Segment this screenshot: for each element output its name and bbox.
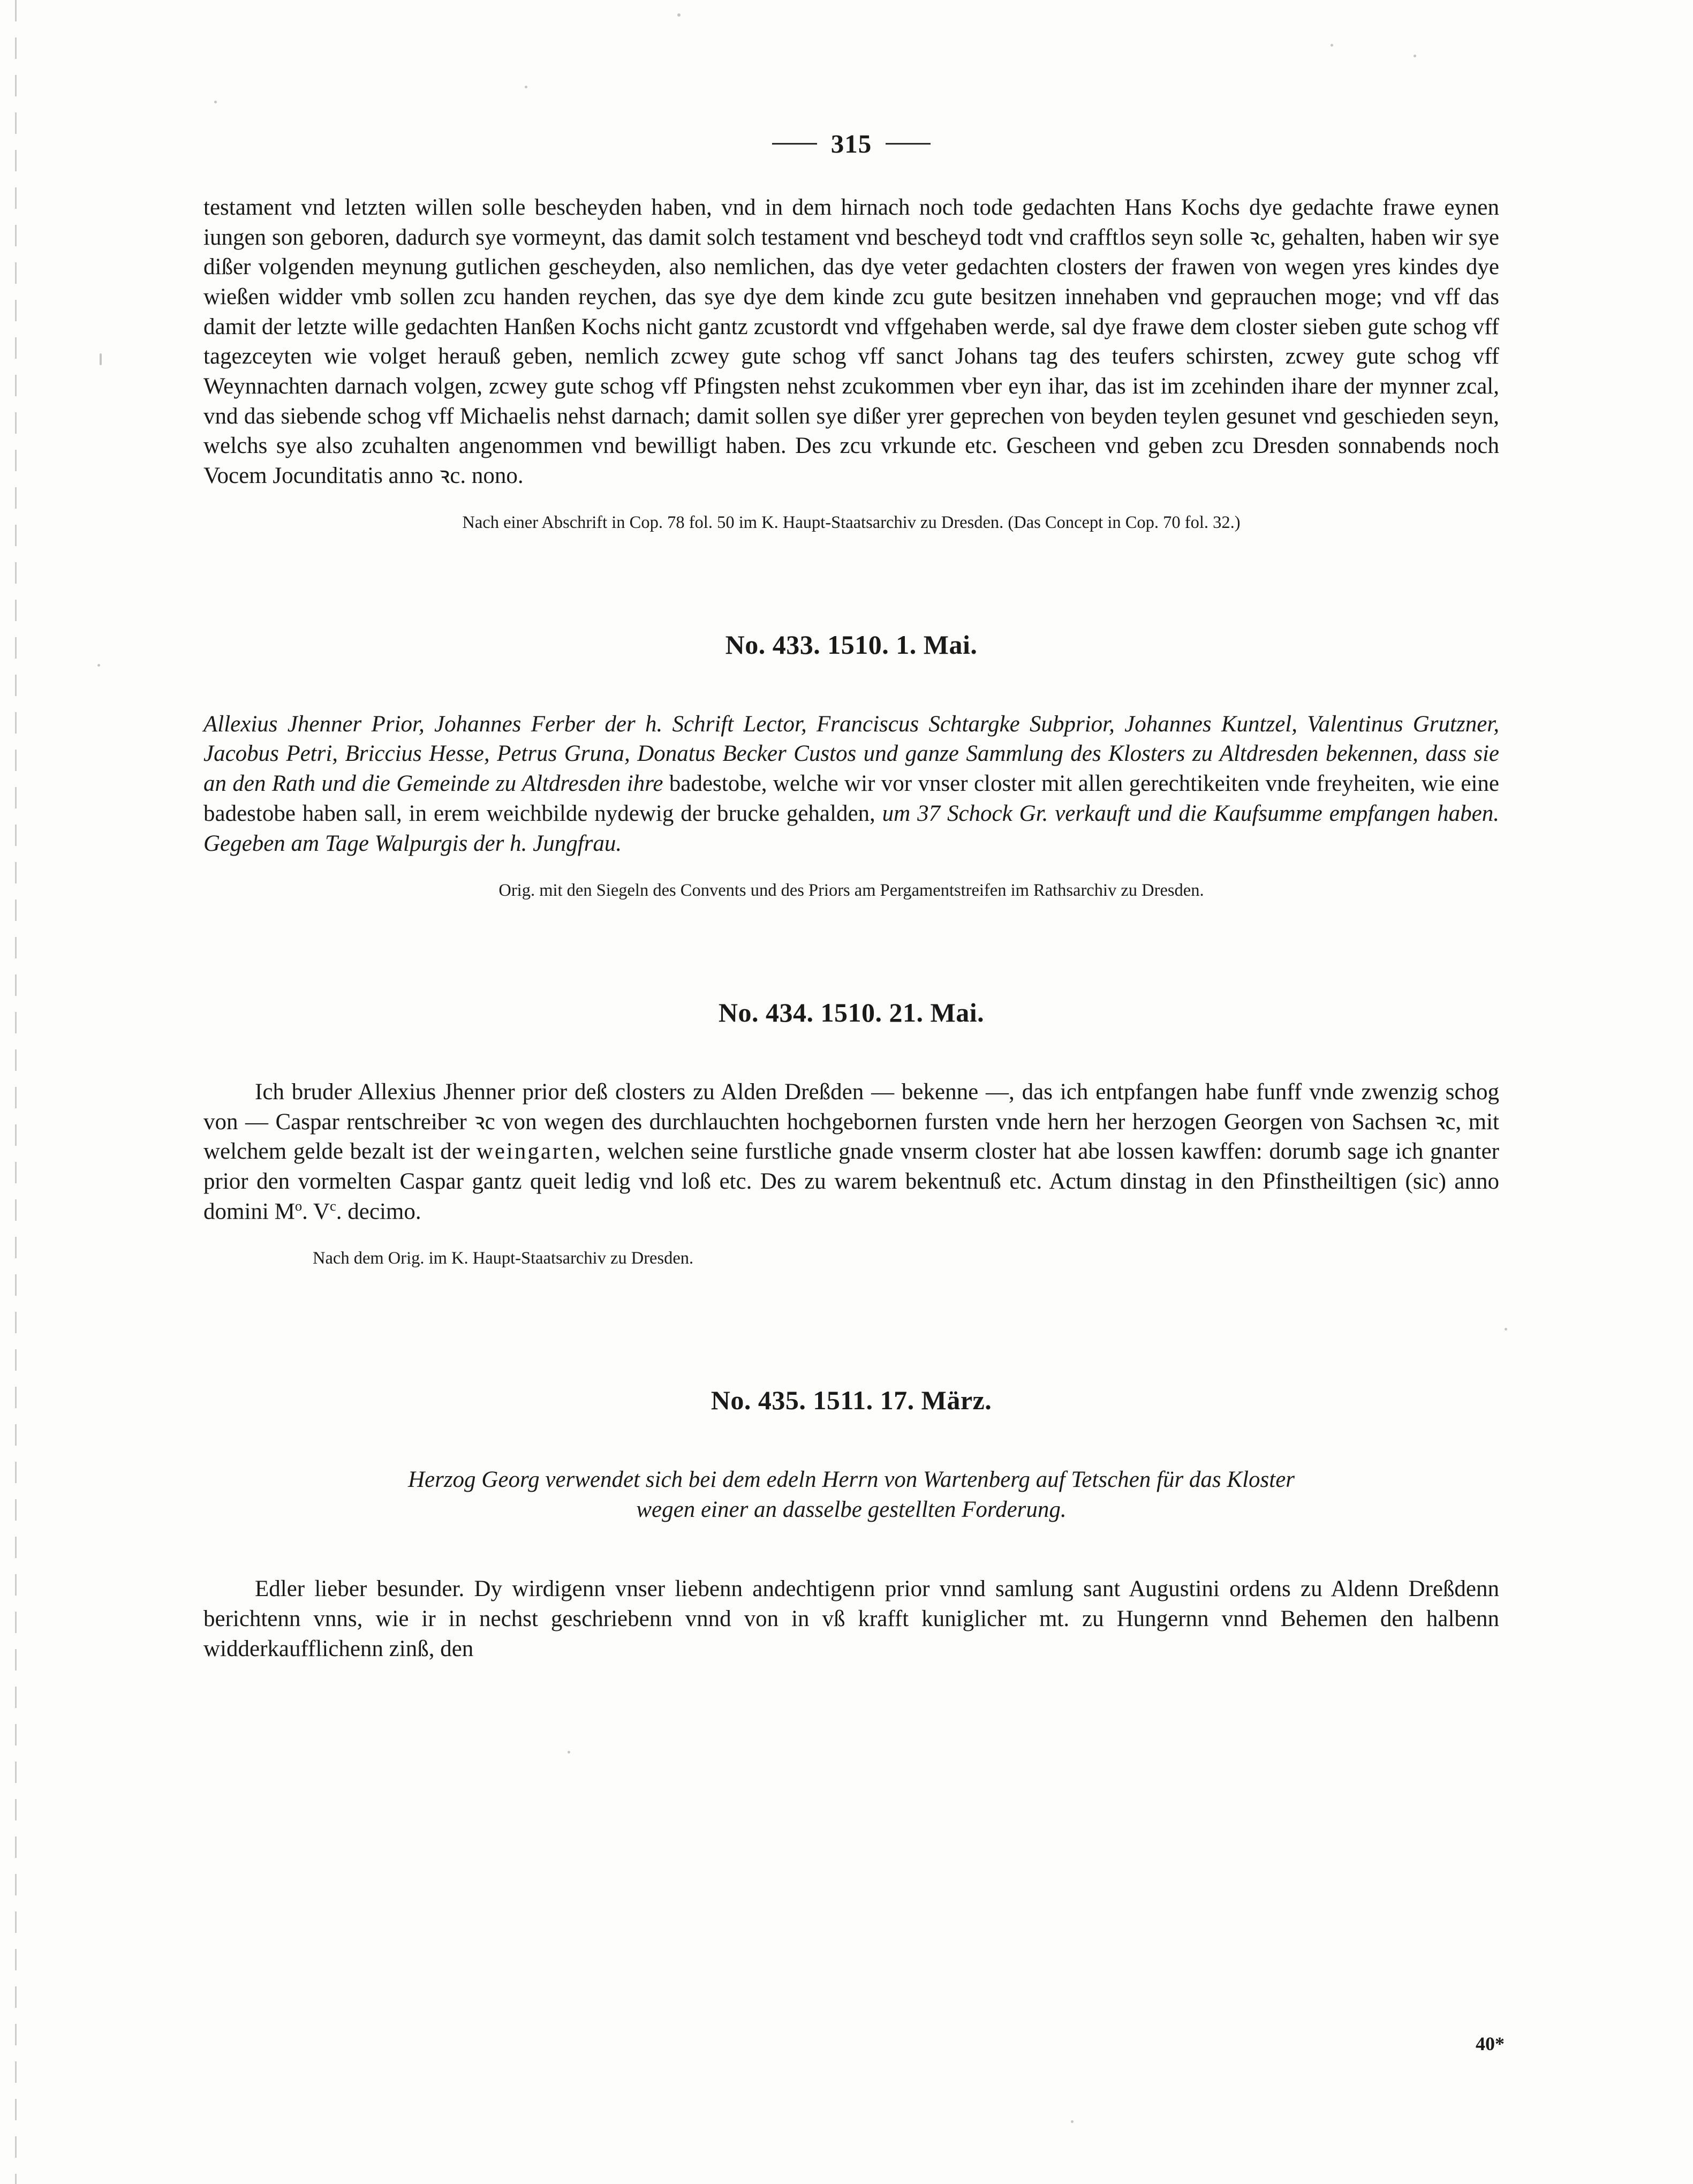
body-part-2: , welchen seine furstliche gnade vnserm closter hat abe lossen kawffen: dorumb sage ich gnanter prior den vormelten Caspar gantz queit ledig vnd loß etc. Des zu warem bekentnuß etc. Actum dinstag in den Pfinstheiltigen (sic) anno domini M [203,1139,1499,1224]
continued-paragraph: testament vnd letzten willen solle bescheyden haben, vnd in dem hirnach noch tode gedachten Hans Kochs dye gedachte frawe eynen iungen son geboren, dadurch sye vormeynt, das damit solch testament vnd bescheyd todt vnd crafftlos seyn solle ꝛc, gehalten, haben wir sye dißer volgenden meynung gutlichen gescheyden, also nemlichen, das dye veter gedachten closters der frawen von wegen yres kindes dye wießen widder vmb sollen zcu handen reychen, das sye dye dem kinde zcu gute besitzen innehaben vnd geprauchen moge; vnd vff das damit der letzte wille gedachten Hanßen Kochs nicht gantz zcustordt vnd vffgehaben werde, sal dye frawe dem closter sieben gute schog vff tagezceyten wie volget herauß geben, nemlich zcwey gute schog vff sanct Johans tag des teufers schirsten, zcwey gute schog vff Weynnachten darnach volgen, zcwey gute schog vff Pfingsten nehst zcukommen vber eyn ihar, das ist im zcehinden ihare der mynner zcal, vnd das siebende schog vff Michaelis nehst darnach; damit sollen sye dißer yrer geprechen von beyden teylen gesunet vnd geschieden seyn, welchs sye also zcuhalten angenommen vnd bewilligt haben. Des zcu vrkunde etc. Gescheen vnd geben zcu Dresden sonnabends noch Vocem Jocunditatis anno ꝛc. nono. [203,195,1499,489]
header-rule-right [886,143,931,145]
body-part-1: Ich bruder Allexius Jhenner prior deß closters zu Alden Dreßden — bekenne —, das ich entpfangen habe funff vnde zwenzig schog von — Caspar rentschreiber ꝛc von wegen des durchlauchten hochgebornen fursten vnde hern her herzogen Georgen von Sachsen ꝛc, mit welchem gelde bezalt ist der [203,1079,1499,1165]
entry-regest-435-line2: wegen einer an dasselbe gestellten Forderung. [636,1497,1067,1523]
entry-source-433: Orig. mit den Siegeln des Convents und des Priors am Pergamentstreifen im Rathsarchiv zu Dresden. [498,881,1204,901]
scan-speck [1505,1328,1507,1331]
page-content [203,0,1499,1664]
entry-heading-434: No. 434. 1510. 21. Mai. [718,997,985,1027]
scan-speck [568,1751,570,1754]
entry-body-434 [203,1077,1499,1227]
entry-regest-435-line1: Herzog Georg verwendet sich bei dem edeln Herrn von Wartenberg auf Tetschen für das Kloster [407,1467,1295,1493]
scan-speck [100,353,102,365]
entry-heading-435: No. 435. 1511. 17. März. [711,1385,992,1416]
folio-signature-mark: 40* [1476,2033,1505,2054]
body-superscript-1: o [294,1197,303,1214]
continued-paragraph-source: Nach einer Abschrift in Cop. 78 fol. 50 im K. Haupt-Staatsarchiv zu Dresden. (Das Concept in Cop. 70 fol. 32.) [462,512,1241,532]
body-part-4: . decimo. [336,1198,421,1224]
page-number: 315 [830,129,872,158]
entry-source-434: Nach dem Orig. im K. Haupt-Staatsarchiv zu Dresden. [313,1248,694,1268]
regest-roman-part: badestobe, welche wir vor vnser closter mit allen gerechtikeiten vnde freyheiten, wie eine badestobe haben sall, in erem weichbilde nydewig der brucke gehalden, [203,771,1499,827]
scan-edge-artifact [15,0,17,2184]
scan-speck [1071,2120,1074,2123]
entry-body-435: Edler lieber besunder. Dy wirdigenn vnser liebenn andechtigenn prior vnnd samlung sant Augustini ordens zu Aldenn Dreßdenn berichtenn vnns, wie ir in nechst geschriebenn vnnd von in vß krafft kuniglicher mt. zu Hungernn vnnd Behemen den halbenn widderkaufflichenn zinß, den [203,1576,1499,1661]
header-rule-left [772,143,817,145]
body-emphasis-weingarten: weingarten [476,1139,595,1165]
entry-regest-433 [203,709,1499,859]
body-superscript-2: c [329,1197,336,1214]
scan-speck [97,664,100,667]
page-header [203,127,1499,160]
regest-italic-part-1: Allexius Jhenner Prior, Johannes Ferber der h. Schrift Lector, Franciscus Schtargke Subprior, Johannes Kuntzel, Valentinus Grutzner, Jacobus Petri, Briccius Hesse, Petrus Gruna, Donatus Becker Custos und ganze Sammlung des Klosters zu Altdresden bekennen, dass sie an den Rath und die Gemeinde zu Altdresden ihre [203,711,1499,797]
body-part-3: . V [302,1198,330,1224]
regest-italic-part-2: um 37 Schock Gr. verkauft und die Kaufsumme empfangen haben. Gegeben am Tage Walpurgis der h. Jungfrau. [203,801,1499,857]
entry-heading-433: No. 433. 1510. 1. Mai. [725,629,978,660]
